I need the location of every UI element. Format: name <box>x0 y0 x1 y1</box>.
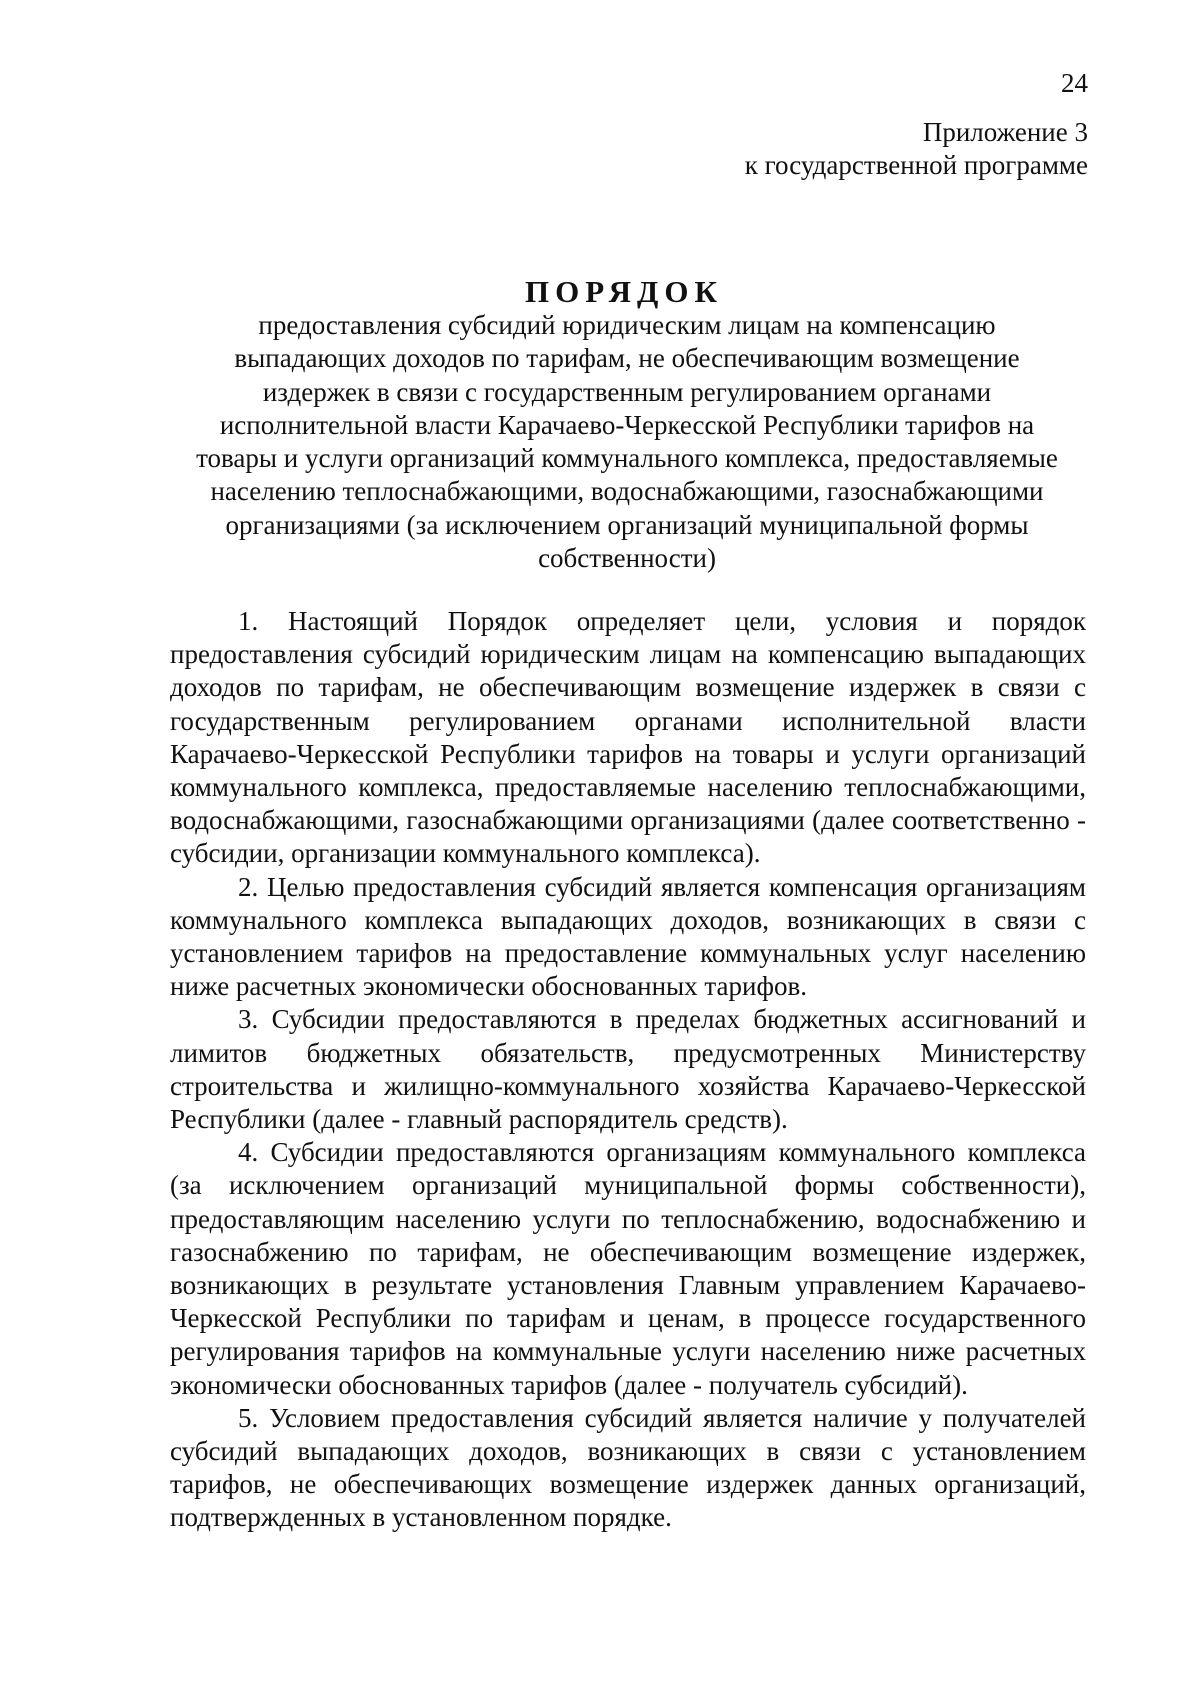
document-subtitle <box>168 309 1086 575</box>
subtitle-line: предоставления субсидий юридическим лицам на компенсацию <box>258 310 996 340</box>
paragraph-5: 5. Условием предоставления субсидий является наличие у получателей субсидий выпадающих доходов, возникающих в связи с установлением тарифов, не обеспечивающих возмещение издержек данных организаций, подтвержденных в установленном порядке. <box>170 1402 1086 1533</box>
document-body <box>170 605 1086 1535</box>
subtitle-line: издержек в связи с государственным регулированием органами <box>262 376 992 407</box>
subtitle-line: товары и услуги организаций коммунального комплекса, предоставляемые <box>196 443 1058 474</box>
page-number: 24 <box>1061 68 1088 98</box>
paragraph-4: 4. Субсидии предоставляются организациям коммунального комплекса (за исключением организаций муниципальной формы собственности), предоставляющим населению услуги по теплоснабжению, водоснабжению и газоснабжению по тарифам, не обеспечивающим возмещение издержек, возникающих в результате установления Главным управлением Карачаево-Черкесской Республики по тарифам и ценам, в процессе государственного регулирования тарифов на коммунальные услуги населению ниже расчетных экономически обоснованных тарифов (далее - получатель субсидий). <box>170 1137 1086 1400</box>
document-title: ПОРЯДОК <box>525 274 723 309</box>
paragraph-3: 3. Субсидии предоставляются в пределах бюджетных ассигнований и лимитов бюджетных обязательств, предусмотренных Министерству строительства и жилищно-коммунального хозяйства Карачаево-Черкесской Республики (далее - главный распорядитель средств). <box>170 1004 1086 1135</box>
appendix-line-1: Приложение 3 <box>922 117 1088 147</box>
appendix-header <box>745 116 1088 182</box>
subtitle-line: населению теплоснабжающими, водоснабжающими, газоснабжающими <box>210 476 1044 507</box>
paragraph-2: 2. Целью предоставления субсидий является компенсация организациям коммунального комплекса выпадающих доходов, возникающих в связи с установлением тарифов на предоставление коммунальных услуг населению ниже расчетных экономически обоснованных тарифов. <box>170 871 1086 1002</box>
subtitle-line: выпадающих доходов по тарифам, не обеспечивающим возмещение <box>234 343 1020 374</box>
appendix-line-2: к государственной программе <box>744 150 1088 180</box>
subtitle-line: собственности) <box>538 543 716 574</box>
subtitle-line: исполнительной власти Карачаево-Черкесской Республики тарифов на <box>219 409 1035 440</box>
subtitle-line: организациями (за исключением организаций муниципальной формы <box>225 509 1029 540</box>
paragraph-1: 1. Настоящий Порядок определяет цели, условия и порядок предоставления субсидий юридическим лицам на компенсацию выпадающих доходов по тарифам, не обеспечивающим возмещение издержек в связи с государственным регулированием органами исполнительной власти Карачаево-Черкесской Республики тарифов на товары и услуги организаций коммунального комплекса, предоставляемые населению теплоснабжающими, водоснабжающими, газоснабжающими организациями (далее соответственно - субсидии, организации коммунального комплекса). <box>170 606 1086 869</box>
